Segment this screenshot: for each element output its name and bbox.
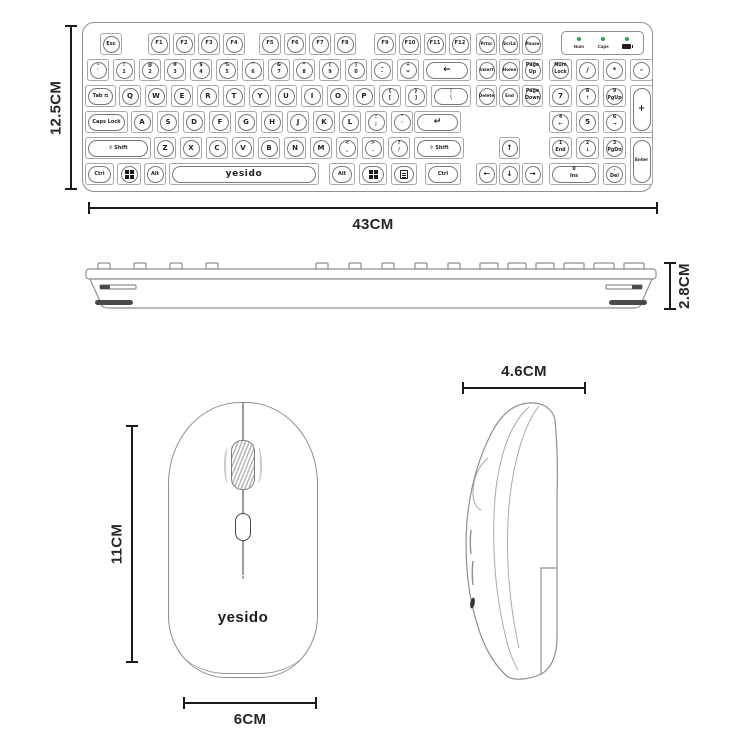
mouse-side-width-label: 4.6CM [501, 363, 547, 380]
mouse-top-view [168, 402, 318, 678]
key-legend-top: 0 [572, 167, 576, 173]
key-legend-bottom: 4 [199, 69, 203, 75]
key-f: F [209, 111, 231, 133]
dpi-button [235, 513, 251, 541]
key-legend-bottom: = [405, 69, 411, 75]
wheel-shadow-right [254, 447, 262, 483]
key-lbracket [379, 85, 401, 107]
mouse-bottom-edge-line [173, 627, 313, 674]
key-num6 [603, 111, 626, 133]
keyboard-height-label: 12.5CM [47, 80, 65, 135]
key-legend-bottom: ; [375, 121, 377, 127]
key-legend-top: 8 [585, 89, 590, 95]
key-num5: 5 [576, 111, 599, 133]
context-menu-icon [400, 170, 408, 179]
key-legend-bottom: 1 [122, 69, 126, 75]
key-equals [397, 59, 419, 81]
key-legend-top: * [302, 63, 306, 69]
key-menu [391, 163, 417, 185]
key-m: M [310, 137, 332, 159]
key-g: G [235, 111, 257, 133]
key-legend-top: ) [354, 63, 358, 69]
key-3 [164, 59, 186, 81]
battery-led-icon [625, 37, 629, 41]
key-rwin [359, 163, 387, 185]
key-numplus: + [630, 85, 653, 133]
indicator-panel [561, 31, 644, 55]
key-i: I [301, 85, 323, 107]
key-f7: F7 [309, 33, 331, 55]
seam-end-dot [242, 576, 245, 579]
key-legend-bottom: End [555, 147, 566, 153]
mouse-length-label: 11CM [108, 523, 126, 565]
key-legend-bottom: 0 [354, 69, 358, 75]
key-legend-bottom: Up [528, 69, 537, 75]
keyboard-side-view [84, 260, 658, 310]
dimension-keyboard-height [47, 25, 72, 190]
key-legend-bottom: PgUp [607, 95, 622, 101]
key-slash [388, 137, 410, 159]
key-legend-bottom: Lock [554, 69, 567, 75]
key-q: Q [119, 85, 141, 107]
key-rctrl: Ctrl [425, 163, 461, 185]
key-semicolon [365, 111, 387, 133]
mouse-button-seam-upper [242, 403, 243, 440]
caps-label: Caps [597, 43, 609, 49]
key-2 [139, 59, 161, 81]
key-5 [216, 59, 238, 81]
key-legend-top: } [414, 89, 418, 95]
key-legend-bottom: ` [96, 69, 100, 75]
dimension-mouse-length [108, 425, 133, 663]
key-f9: F9 [374, 33, 396, 55]
key-num2 [576, 137, 599, 159]
key-h: H [261, 111, 283, 133]
key-num7: 7 [549, 85, 572, 107]
key-legend-top: 2 [585, 141, 590, 147]
key-legend-top: Num [554, 63, 567, 69]
key-legend-bottom: , [346, 147, 348, 153]
key-legend-bottom: Down [524, 95, 541, 101]
key-quote [391, 111, 413, 133]
key-legend-bottom: 5 [225, 69, 229, 75]
key-legend-bottom: \ [450, 95, 452, 101]
key-home: Home [499, 59, 520, 81]
key-legend-top: Page [525, 63, 540, 69]
key-backslash [431, 85, 471, 107]
key-minus [371, 59, 393, 81]
key-numdiv: / [576, 59, 599, 81]
key-legend-bottom: 3 [173, 69, 177, 75]
key-ralt: Alt [329, 163, 355, 185]
key-p: P [353, 85, 375, 107]
key-lshift: ⇧ Shift [85, 137, 151, 159]
key-j: J [287, 111, 309, 133]
key-numenter: Enter [630, 137, 653, 185]
key-legend-top: 3 [612, 141, 617, 147]
keyboard-top-view [82, 22, 653, 192]
key-scrlk: ScrLk [499, 33, 520, 55]
key-num3 [603, 137, 626, 159]
key-legend-top: > [370, 141, 376, 147]
key-lalt: Alt [144, 163, 166, 185]
dimension-keyboard-depth [669, 262, 694, 310]
key-legend-top: : [375, 115, 377, 121]
key-legend-top: 6 [612, 115, 617, 121]
key-legend-top: " [400, 115, 404, 121]
key-b: B [258, 137, 280, 159]
key-legend-top: 1 [558, 141, 563, 147]
key-legend-top: | [450, 89, 452, 95]
key-legend-bottom: ← [558, 121, 563, 127]
key-legend-bottom: 8 [302, 69, 306, 75]
key-lctrl: Ctrl [85, 163, 114, 185]
key-backspace: ← [423, 59, 471, 81]
key-legend-bottom: / [398, 147, 400, 153]
key-legend-top: ( [328, 63, 332, 69]
keyboard-width-label: 43CM [352, 216, 394, 233]
dimension-mouse-width [183, 702, 317, 728]
key-numlock [549, 59, 572, 81]
windows-logo-icon [125, 170, 134, 179]
key-u: U [275, 85, 297, 107]
caps-indicator [597, 37, 608, 49]
key-legend-top: < [344, 141, 350, 147]
key-arrowup: ↑ [499, 137, 520, 159]
key-n: N [284, 137, 306, 159]
key-legend-top: Page [525, 89, 540, 95]
key-rbracket [405, 85, 427, 107]
key-r: R [197, 85, 219, 107]
key-7 [268, 59, 290, 81]
key-f2: F2 [173, 33, 195, 55]
key-8 [293, 59, 315, 81]
key-k: K [313, 111, 335, 133]
key-d: D [183, 111, 205, 133]
key-legend-top: % [224, 63, 230, 69]
key-capslock: Caps Lock [85, 111, 128, 133]
windows-logo-icon [369, 170, 378, 179]
key-tab: Tab ⇆ [85, 85, 116, 107]
key-f5: F5 [259, 33, 281, 55]
key-legend-bottom: Ins [569, 173, 579, 179]
key-w: W [145, 85, 167, 107]
key-f3: F3 [198, 33, 220, 55]
key-legend-bottom: 9 [328, 69, 332, 75]
key-legend-top: _ [380, 63, 384, 69]
key-f8: F8 [334, 33, 356, 55]
key-4 [190, 59, 212, 81]
num-indicator [574, 37, 584, 49]
mouse-button-seam-middle [242, 490, 243, 513]
key-comma [336, 137, 358, 159]
key-legend-top: ? [397, 141, 401, 147]
key-legend-top: @ [147, 63, 153, 69]
key-legend-top: . [613, 167, 616, 173]
key-f6: F6 [284, 33, 306, 55]
key-legend-bottom: ↓ [585, 147, 590, 153]
key-arrowleft: ← [476, 163, 497, 185]
key-legend-bottom: 2 [148, 69, 152, 75]
key-f4: F4 [223, 33, 245, 55]
key-legend-top: ! [122, 63, 126, 69]
key-num4 [549, 111, 572, 133]
battery-icon [622, 44, 631, 49]
key-enter: ↵ [414, 111, 461, 133]
key-pause: Pause [522, 33, 543, 55]
key-period [362, 137, 384, 159]
key-l: L [339, 111, 361, 133]
key-legend-bottom: - [381, 69, 383, 75]
mouse-button-seam-lower [242, 541, 243, 575]
key-legend-bottom: 6 [251, 69, 255, 75]
key-legend-top: ^ [250, 63, 256, 69]
key-rshift: ⇧ Shift [414, 137, 464, 159]
key-grave [87, 59, 109, 81]
dimension-mouse-side-width [462, 363, 586, 389]
key-legend-bottom: Del [610, 173, 619, 179]
key-0 [345, 59, 367, 81]
key-lwin [117, 163, 141, 185]
key-legend-top: 4 [558, 115, 563, 121]
scroll-wheel [231, 440, 255, 490]
key-legend-bottom: ] [414, 95, 418, 101]
key-arrowdown: ↓ [499, 163, 520, 185]
key-num9 [603, 85, 626, 107]
key-nummul: * [603, 59, 626, 81]
key-f1: F1 [148, 33, 170, 55]
key-num8 [576, 85, 599, 107]
key-y: Y [249, 85, 271, 107]
key-6 [242, 59, 264, 81]
key-num0 [549, 163, 599, 185]
mouse-width-label: 6CM [233, 711, 267, 728]
mouse-logo: yesido [217, 609, 269, 626]
key-1 [113, 59, 135, 81]
key-legend-top: ~ [95, 63, 101, 69]
caps-led-icon [601, 37, 605, 41]
key-pagedown [522, 85, 543, 107]
mouse-side-view [452, 398, 592, 693]
key-o: O [327, 85, 349, 107]
key-legend-top: # [172, 63, 178, 69]
key-delete: Delete [476, 85, 497, 107]
key-v: V [232, 137, 254, 159]
key-legend-bottom: [ [388, 95, 392, 101]
dimension-keyboard-width [88, 207, 658, 233]
key-t: T [223, 85, 245, 107]
num-label: Num [573, 43, 584, 49]
key-numminus: - [630, 59, 653, 81]
key-legend-bottom: PgDn [607, 147, 622, 153]
key-num1 [549, 137, 572, 159]
key-insert: Insert [476, 59, 497, 81]
key-legend-bottom: ↑ [585, 95, 590, 101]
key-legend-bottom: 7 [277, 69, 281, 75]
key-esc: Esc [100, 33, 122, 55]
key-end: End [499, 85, 520, 107]
key-z: Z [154, 137, 176, 159]
key-legend-top: $ [199, 63, 203, 69]
key-legend-top: + [405, 63, 411, 69]
key-legend-bottom: ' [401, 121, 403, 127]
key-9 [319, 59, 341, 81]
key-prtsc: Prtsc [476, 33, 497, 55]
key-s: S [157, 111, 179, 133]
key-arrowright: → [522, 163, 543, 185]
key-legend-top: { [388, 89, 392, 95]
key-legend-bottom: . [372, 147, 374, 153]
key-e: E [171, 85, 193, 107]
key-f11: F11 [424, 33, 446, 55]
battery-indicator [622, 37, 631, 49]
key-a: A [131, 111, 153, 133]
key-f10: F10 [399, 33, 421, 55]
key-legend-top: & [276, 63, 282, 69]
key-f12: F12 [449, 33, 471, 55]
key-legend-bottom: → [612, 121, 617, 127]
key-c: C [206, 137, 228, 159]
key-legend-top: 9 [612, 89, 617, 95]
key-pageup [522, 59, 543, 81]
num-led-icon [577, 37, 581, 41]
key-numdot [603, 163, 626, 185]
keyboard-depth-label: 2.8CM [676, 263, 694, 309]
key-x: X [180, 137, 202, 159]
key-space: yesido [169, 163, 319, 185]
